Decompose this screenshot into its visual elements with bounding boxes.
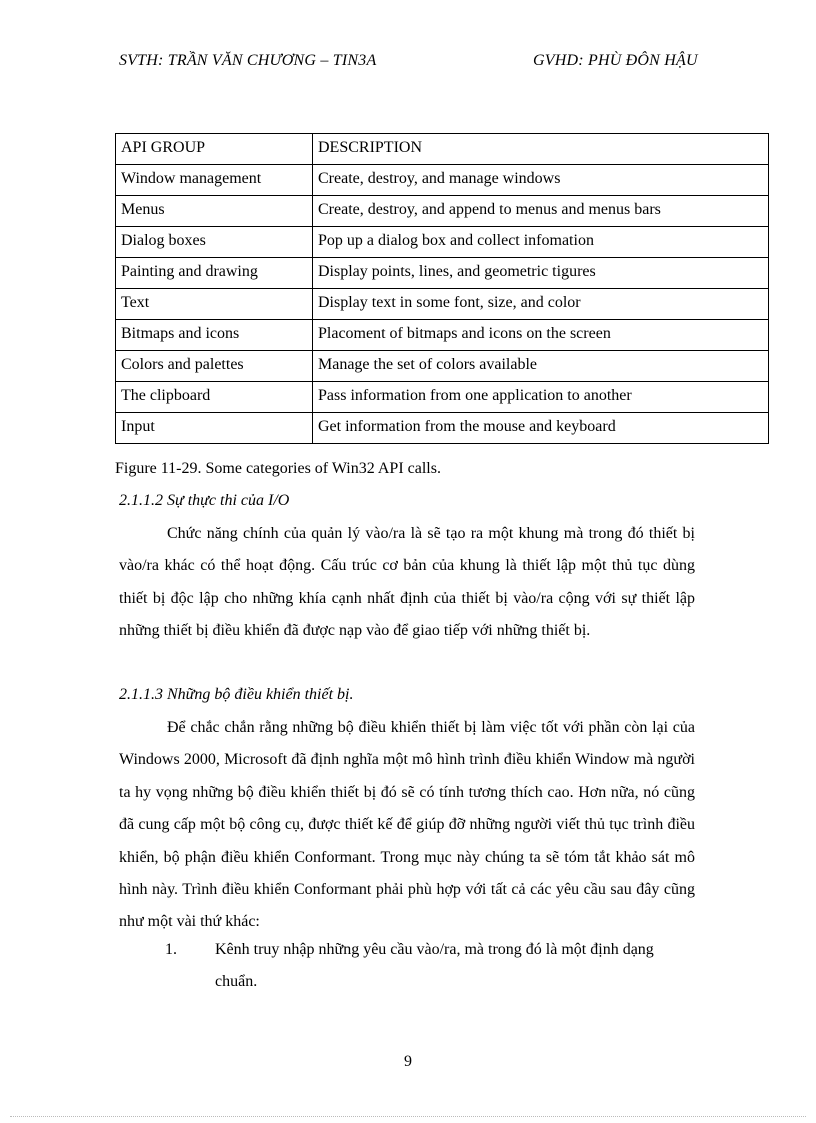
paragraph-io-text: Chức năng chính của quản lý vào/ra là sẽ tạo ra một khung mà trong đó thiết bị vào/ra khác có thể hoạt động. Cấu trúc cơ bản của khung là thiết lập một thủ tục dùng thiết bị độc lập cho những khía cạnh nhất định của thiết bị vào/ra cộng với sự thiết lập những thiết bị điều khiển đã được nạp vào để giao tiếp với những thiết bị. <box>119 525 695 640</box>
table-cell-description: Create, destroy, and manage windows <box>313 165 769 196</box>
paragraph-drivers-text: Để chắc chắn rằng những bộ điều khiển thiết bị làm việc tốt với phần còn lại của Windows 2000, Microsoft đã định nghĩa một mô hình trình điều khiển Window mà người ta hy vọng những bộ điều khiển thiết bị đó sẽ có tính tương thích cao. Hơn nữa, nó cũng đã cung cấp một bộ công cụ, được thiết kế để giúp đỡ những người viết thủ tục trình điều khiển, bộ phận điều khiển Conformant. Trong mục này chúng ta sẽ tóm tắt khảo sát mô hình này. Trình điều khiển Conformant phải phù hợp với tất cả các yêu cầu sau đây cũng như một vài thứ khác: <box>119 719 695 931</box>
table-row <box>116 196 769 227</box>
table-row <box>116 227 769 258</box>
table-cell-group: Dialog boxes <box>116 227 313 258</box>
section-heading-io: 2.1.1.2 Sự thực thi của I/O <box>119 492 290 509</box>
page-bottom-rule <box>10 1116 806 1117</box>
table-cell-description: Pop up a dialog box and collect infomation <box>313 227 769 258</box>
table-cell-group: Colors and palettes <box>116 351 313 382</box>
table-row <box>116 320 769 351</box>
table-cell-description: Pass information from one application to another <box>313 382 769 413</box>
table-row <box>116 382 769 413</box>
table-cell-group: Menus <box>116 196 313 227</box>
table-cell-description: Create, destroy, and append to menus and menus bars <box>313 196 769 227</box>
table-row <box>116 258 769 289</box>
table-cell-description: Placoment of bitmaps and icons on the screen <box>313 320 769 351</box>
table-cell-description: Get information from the mouse and keyboard <box>313 413 769 444</box>
table-row <box>116 289 769 320</box>
figure-caption: Figure 11-29. Some categories of Win32 API calls. <box>115 460 441 477</box>
header-student: SVTH: TRẦN VĂN CHƯƠNG – TIN3A <box>119 52 377 69</box>
table-cell-group: Bitmaps and icons <box>116 320 313 351</box>
list-item-number: 1. <box>165 941 177 958</box>
table-row <box>116 165 769 196</box>
table-row <box>116 413 769 444</box>
table-cell-group: Text <box>116 289 313 320</box>
api-table <box>115 133 769 444</box>
table-header-row <box>116 134 769 165</box>
table-row <box>116 351 769 382</box>
list-item-text: Kênh truy nhập những yêu cầu vào/ra, mà trong đó là một định dạng chuẩn. <box>215 941 654 990</box>
column-header-api-group: API GROUP <box>116 134 313 165</box>
paragraph-drivers <box>119 712 695 939</box>
table-cell-group: Window management <box>116 165 313 196</box>
table-cell-group: Input <box>116 413 313 444</box>
table-cell-group: The clipboard <box>116 382 313 413</box>
header-advisor: GVHD: PHÙ ĐÔN HẬU <box>533 52 698 69</box>
paragraph-io <box>119 518 695 648</box>
table-cell-description: Manage the set of colors available <box>313 351 769 382</box>
table-cell-description: Display points, lines, and geometric tigures <box>313 258 769 289</box>
page-number: 9 <box>404 1053 412 1070</box>
table-cell-description: Display text in some font, size, and color <box>313 289 769 320</box>
table-cell-group: Painting and drawing <box>116 258 313 289</box>
section-heading-drivers: 2.1.1.3 Những bộ điều khiển thiết bị. <box>119 686 354 703</box>
column-header-description: DESCRIPTION <box>313 134 769 165</box>
